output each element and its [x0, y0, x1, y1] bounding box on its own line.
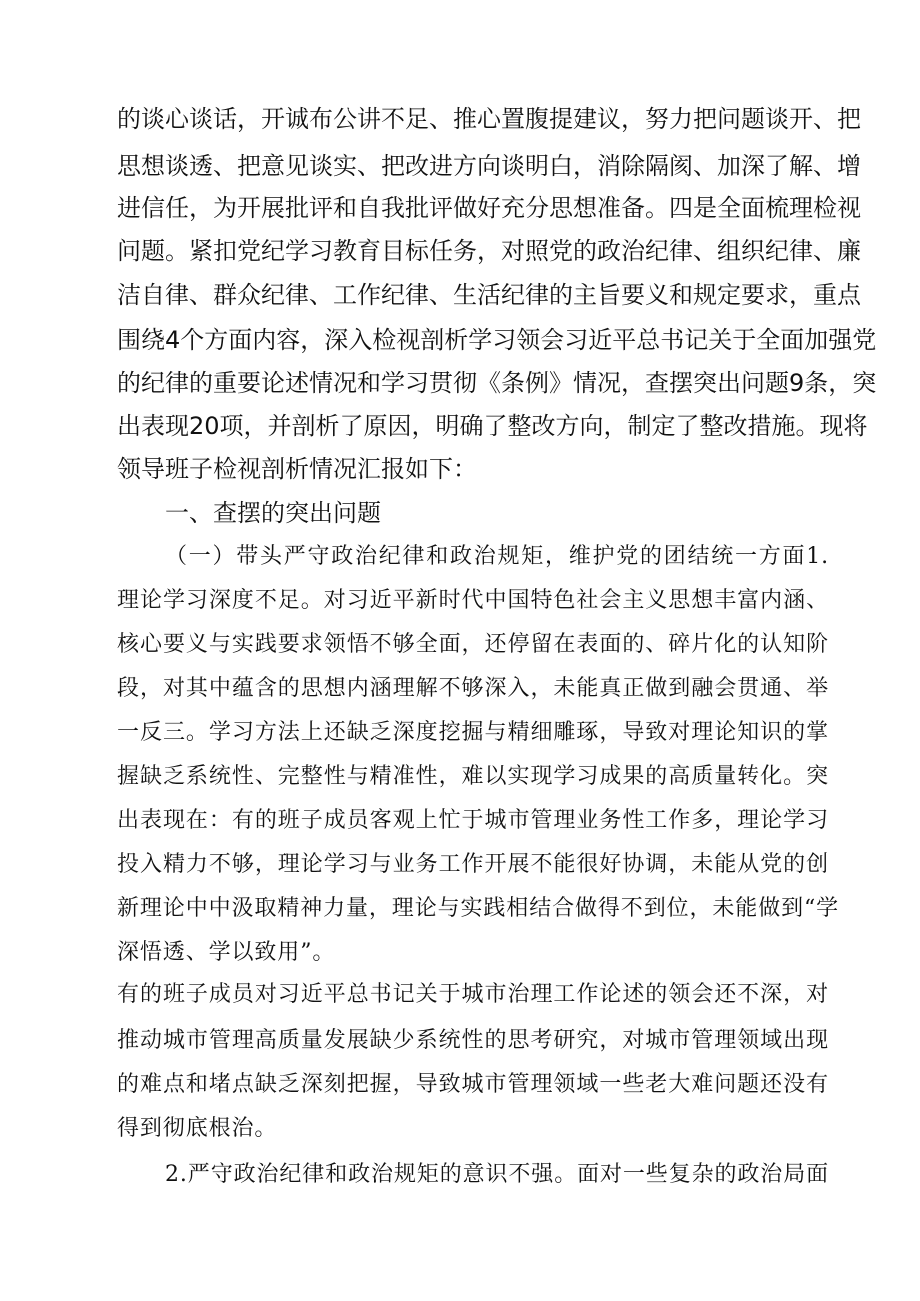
subsection-line: 一反三。学习方法上还缺乏深度挖掘与精细雕琢，导致对理论知识的掌 [117, 720, 829, 745]
subsection-line: 握缺乏系统性、完整性与精准性，难以实现学习成果的高质量转化。突 [117, 764, 829, 789]
paragraph-line: 推动城市管理高质量发展缺少系统性的思考研究，对城市管理领域出现 [117, 1028, 829, 1053]
intro-line: 围绕4个方面内容，深入检视剖析学习领会习近平总书记关于全面加强党 [117, 326, 877, 354]
intro-line: 洁自律、群众纪律、工作纪律、生活纪律的主旨要义和规定要求，重点 [117, 281, 861, 309]
intro-line: 的纪律的重要论述情况和学习贯彻《条例》情况，查摆突出问题9条，突 [117, 369, 877, 397]
intro-line: 进信任，为开展批评和自我批评做好充分思想准备。四是全面梳理检视 [117, 194, 861, 222]
intro-line: 的谈心谈话，开诚布公讲不足、推心置腹提建议，努力把问题谈开、把 [117, 105, 861, 133]
subsection-line: 深悟透、学以致用”。 [117, 940, 336, 965]
subsection-line: （一）带头严守政治纪律和政治规矩，维护党的团结统一方面1. [165, 544, 829, 569]
subsection-line: 出表现在：有的班子成员客观上忙于城市管理业务性工作多，理论学习 [117, 808, 829, 833]
section-heading: 一、查摆的突出问题 [165, 499, 381, 527]
paragraph-line: 的难点和堵点缺乏深刻把握，导致城市管理领域一些老大难问题还没有 [117, 1072, 829, 1097]
intro-line: 思想谈透、把意见谈实、把改进方向谈明白，消除隔阂、加深了解、增 [117, 152, 861, 180]
subsection-line: 段，对其中蕴含的思想内涵理解不够深入，未能真正做到融会贯通、举 [117, 676, 829, 701]
paragraph-line: 得到彻底根治。 [117, 1116, 278, 1141]
item-2-line: 2.严守政治纪律和政治规矩的意识不强。面对一些复杂的政治局面 [165, 1162, 829, 1187]
subsection-line: 新理论中中汲取精神力量，理论与实践相结合做得不到位，未能做到“学 [117, 896, 840, 921]
intro-line: 出表现20项，并剖析了原因，明确了整改方向，制定了整改措施。现将 [117, 412, 868, 440]
intro-line: 领导班子检视剖析情况汇报如下： [117, 455, 477, 483]
intro-line: 问题。紧扣党纪学习教育目标任务，对照党的政治纪律、组织纪律、廉 [117, 237, 861, 265]
subsection-line: 核心要义与实践要求领悟不够全面，还停留在表面的、碎片化的认知阶 [117, 632, 829, 657]
subsection-line: 理论学习深度不足。对习近平新时代中国特色社会主义思想丰富内涵、 [117, 588, 829, 613]
subsection-line: 投入精力不够，理论学习与业务工作开展不能很好协调，未能从党的创 [117, 852, 829, 877]
paragraph-line: 有的班子成员对习近平总书记关于城市治理工作论述的领会还不深，对 [117, 982, 829, 1007]
